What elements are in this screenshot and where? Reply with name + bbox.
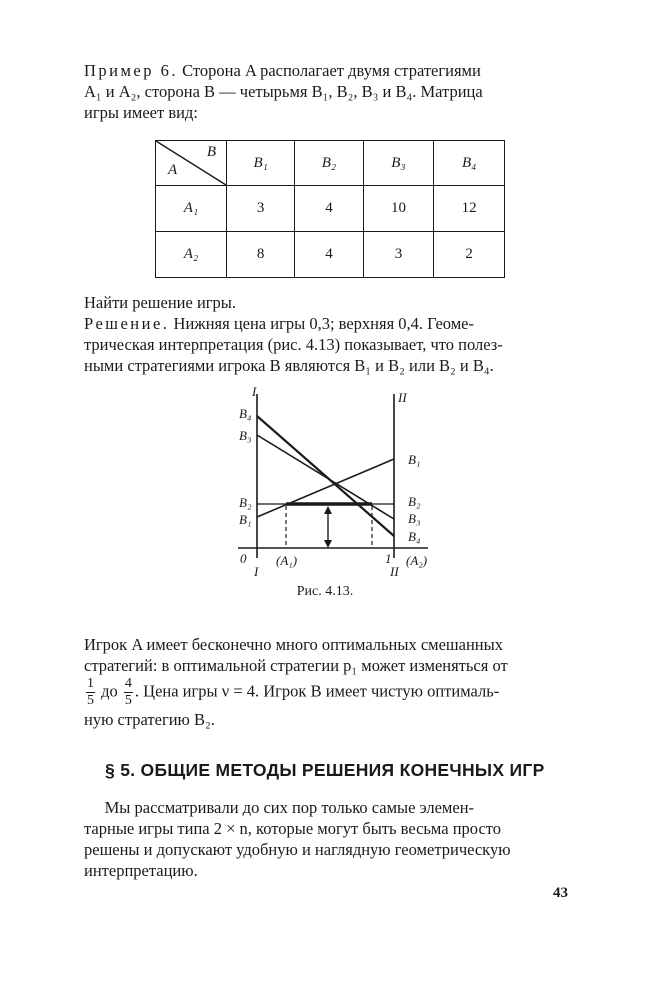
- conclusion-line-4: ную стратегию B₂.: [84, 710, 215, 729]
- matrix-corner-cell: [156, 141, 227, 186]
- line-b3: [257, 435, 394, 519]
- matrix-cell: 12: [434, 186, 505, 232]
- matrix-col-header: B₁: [227, 141, 295, 186]
- bottom-a2-label: (A₂): [406, 553, 428, 568]
- matrix-row: [156, 232, 505, 278]
- origin-label: 0: [240, 551, 247, 566]
- matrix-cell: 3: [363, 232, 434, 278]
- solution-label: Решение.: [84, 314, 170, 333]
- fraction-four-fifths: [124, 676, 133, 709]
- axis-left-label: I: [252, 384, 257, 399]
- bottom-a1-label: (A₁): [276, 553, 298, 568]
- left-label-b4: B₄: [239, 406, 252, 421]
- matrix-row: [156, 186, 505, 232]
- section-line-3: решены и допускают удобную и наглядную геометрическую: [84, 840, 511, 859]
- bottom-one-label: 1: [385, 551, 392, 566]
- bottom-axis-left-label: I: [254, 564, 259, 579]
- figure-4-13: [230, 382, 450, 582]
- matrix-row-header: A₂: [156, 232, 227, 278]
- task-text: Найти решение игры.: [84, 293, 237, 312]
- matrix-cell: 2: [434, 232, 505, 278]
- matrix-cell: 8: [227, 232, 295, 278]
- conclusion-line-3: . Цена игры ν = 4. Игрок B имеет чистую оптималь-: [134, 681, 500, 701]
- matrix-cell: 3: [227, 186, 295, 232]
- value-arrow-head-up: [324, 506, 332, 514]
- matrix-cell: 4: [295, 186, 363, 232]
- matrix-cell: 4: [295, 232, 363, 278]
- bottom-axis-right-label: II: [390, 564, 399, 579]
- solution-line-2: трическая интерпретация (рис. 4.13) показывает, что полез-: [84, 335, 503, 354]
- example-line-1: Сторона A располагает двумя стратегиями: [182, 61, 481, 80]
- page-number: 43: [553, 885, 568, 901]
- line-b1: [257, 459, 394, 517]
- matrix-row-header: A₁: [156, 186, 227, 232]
- matrix-col-header: B₂: [295, 141, 363, 186]
- payoff-matrix: [155, 140, 505, 278]
- matrix-header-row: [156, 141, 505, 186]
- example-line-2: A₁ и A₂, сторона B — четырьмя B₁, B₂, B₃ и B₄. Матрица: [84, 82, 483, 101]
- example-paragraph: [84, 60, 580, 123]
- matrix-col-header: B₃: [363, 141, 434, 186]
- section-paragraph: [84, 797, 580, 881]
- fraction-numerator: 4: [124, 676, 132, 691]
- figure-caption: Рис. 4.13.: [296, 584, 354, 599]
- example-line-3: игры имеет вид:: [84, 103, 198, 122]
- fraction-one-fifth: [86, 676, 95, 709]
- to-word: до: [101, 681, 118, 701]
- example-label: Пример 6.: [84, 61, 179, 80]
- conclusion-paragraph: [84, 634, 580, 730]
- fraction-numerator: 1: [87, 676, 94, 691]
- matrix-col-header: B₄: [434, 141, 505, 186]
- section-line-4: интерпретацию.: [84, 861, 198, 880]
- section-line-1: Мы рассматривали до сих пор только самые элемен-: [104, 798, 475, 817]
- task-paragraph: [84, 292, 580, 313]
- value-arrow-head-down: [324, 540, 332, 548]
- fraction-denominator: 5: [124, 693, 132, 708]
- corner-col-label: B: [206, 144, 216, 160]
- section-heading: § 5. ОБЩИЕ МЕТОДЫ РЕШЕНИЯ КОНЕЧНЫХ ИГР: [105, 760, 545, 780]
- right-label-b1: B₁: [408, 452, 421, 467]
- matrix-cell: 10: [363, 186, 434, 232]
- solution-paragraph: [84, 313, 580, 376]
- conclusion-line-2: стратегий: в оптимальной стратегии p₁ может изменяться от: [84, 656, 508, 675]
- corner-row-label: A: [168, 162, 178, 178]
- left-label-b3: B₃: [239, 428, 252, 443]
- right-label-b2: B₂: [408, 494, 421, 509]
- section-line-2: тарные игры типа 2 × n, которые могут быть весьма просто: [84, 819, 502, 838]
- solution-line-1: Нижняя цена игры 0,3; верхняя 0,4. Геоме-: [173, 314, 474, 333]
- right-label-b3: B₃: [408, 511, 421, 526]
- conclusion-line-1: Игрок A имеет бесконечно много оптимальных смешанных: [84, 635, 503, 654]
- line-b4: [257, 416, 394, 536]
- axis-right-label: II: [398, 390, 407, 405]
- fraction-denominator: 5: [87, 693, 94, 708]
- left-label-b2: B₂: [239, 495, 252, 510]
- right-label-b4: B₄: [408, 529, 421, 544]
- solution-line-3: ными стратегиями игрока B являются B₁ и B₂ или B₂ и B₄.: [84, 356, 494, 375]
- left-label-b1: B₁: [239, 512, 252, 527]
